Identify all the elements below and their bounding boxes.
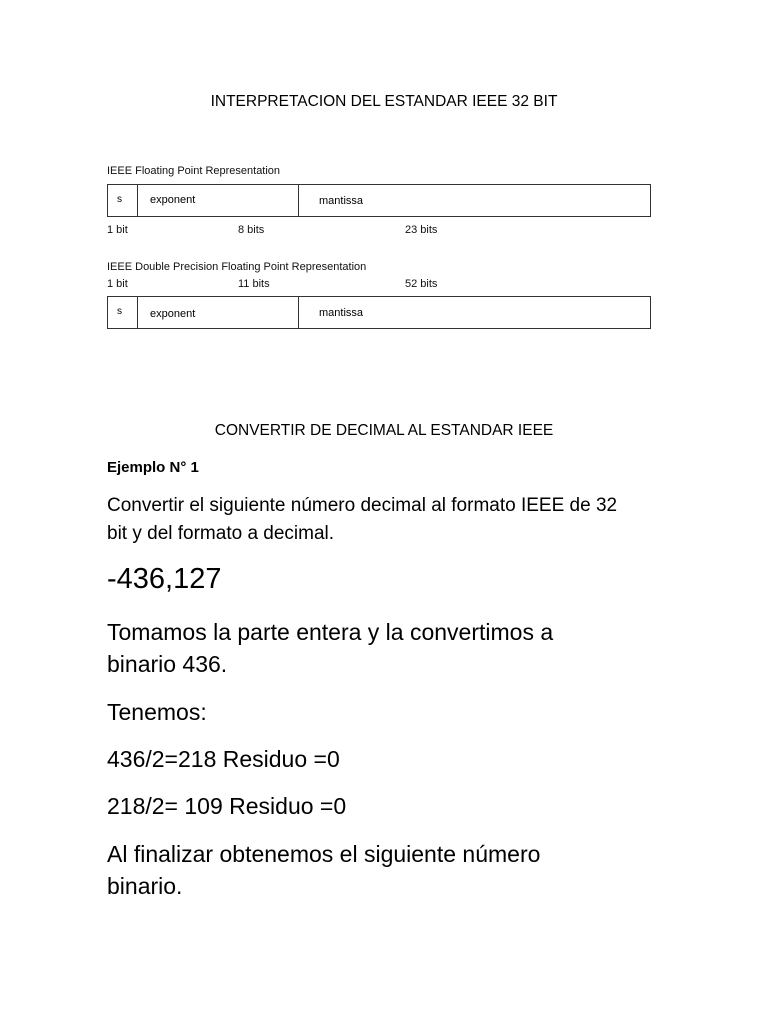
sign-label: s — [117, 194, 122, 205]
single-mantissa-size: 23 bits — [405, 224, 438, 236]
double-precision-caption: IEEE Double Precision Floating Point Representation — [107, 261, 367, 273]
mantissa-label: mantissa — [319, 195, 364, 207]
tenemos-text: Tenemos: — [107, 699, 207, 725]
exponent-label: exponent — [150, 194, 196, 206]
sign-cell — [108, 185, 138, 216]
double-sign-size: 1 bit — [107, 278, 128, 290]
section-heading: CONVERTIR DE DECIMAL AL ESTANDAR IEEE — [214, 422, 554, 439]
mantissa-cell — [299, 185, 650, 216]
mantissa-cell — [299, 297, 650, 328]
instruction-line-1: Convertir el siguiente número decimal al formato IEEE de 32 — [107, 495, 618, 516]
final-line-1: Al finalizar obtenemos el siguiente número — [107, 841, 541, 867]
instruction-line-2: bit y del formato a decimal. — [107, 523, 335, 544]
single-sign-size: 1 bit — [107, 224, 128, 236]
page-title: INTERPRETACION DEL ESTANDAR IEEE 32 BIT — [210, 93, 558, 110]
double-exponent-size: 11 bits — [238, 278, 270, 290]
sign-label: s — [117, 306, 122, 317]
single-precision-caption: IEEE Floating Point Representation — [107, 165, 281, 177]
exponent-label: exponent — [150, 308, 196, 320]
division-step-1: 436/2=218 Residuo =0 — [107, 746, 340, 772]
double-mantissa-size: 52 bits — [405, 278, 438, 290]
exponent-cell — [138, 297, 299, 328]
decimal-number: -436,127 — [107, 563, 222, 595]
double-precision-layout-box — [107, 296, 651, 329]
sign-cell — [108, 297, 138, 328]
example-label: Ejemplo N° 1 — [107, 459, 199, 476]
exponent-cell — [138, 185, 299, 216]
final-line-2: binario. — [107, 873, 183, 899]
mantissa-label: mantissa — [319, 307, 364, 319]
single-precision-layout-box — [107, 184, 651, 217]
division-step-2: 218/2= 109 Residuo =0 — [107, 793, 347, 819]
step-line-2: binario 436. — [107, 651, 228, 677]
step-line-1: Tomamos la parte entera y la convertimos a — [107, 619, 554, 645]
single-exponent-size: 8 bits — [238, 224, 265, 236]
